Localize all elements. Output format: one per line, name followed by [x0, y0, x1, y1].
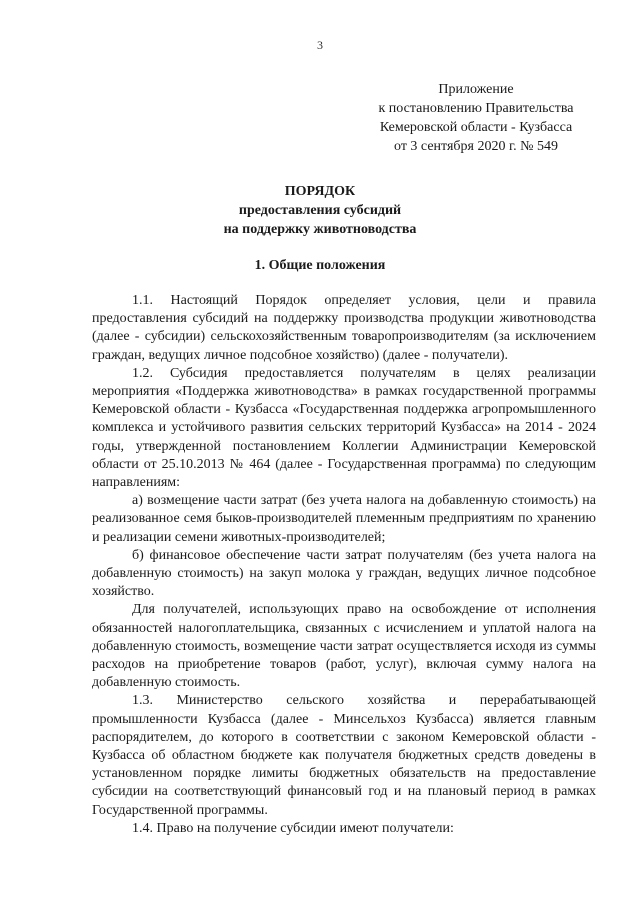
paragraph-1-2: 1.2. Субсидия предоставляется получателям в целях реализации мероприятия «Поддержка животноводства» в рамках государственной программы Кемеровской области - Кузбасса «Государственная поддержка агропромышленного комплекса и устойчивого развития сельских территорий Кузбасса» на 2014 - 2024 годы, утвержденной постановлением Коллегии Администрации Кемеровской области от 25.10.2013 № 464 (далее - Государственная программа) по следующим направлениям:	[92, 365, 596, 491]
paragraph-item-b: б) финансовое обеспечение части затрат получателям (без учета налога на добавленную стоимость) на закуп молока у граждан, ведущих личное подсобное хозяйство.	[92, 547, 596, 600]
paragraph-1-3: 1.3. Министерство сельского хозяйства и перерабатывающей промышленности Кузбасса (далее - Минсельхоз Кузбасса) является главным распорядителем, до которого в соответствии с законом Кемеровской области - Кузбасса об областном бюджете как получателя бюджетных средств доведены в установленном порядке лимиты бюджетных обязательств на предоставление субсидии на соответствующий финансовый год и на плановый период в рамках Государственной программы.	[92, 693, 596, 818]
title-line-2: предоставления субсидий	[238, 203, 402, 218]
section-heading: 1. Общие положения	[254, 258, 386, 273]
document-body	[92, 292, 596, 838]
appendix-block	[336, 80, 616, 156]
page-number: 3	[317, 38, 323, 52]
appendix-line-1: Приложение	[438, 82, 514, 97]
paragraph-item-a: а) возмещение части затрат (без учета налога на добавленную стоимость) на реализованное семя быков-производителей племенным предприятиям по хранению и реализации семени животных-производителей;	[92, 493, 596, 545]
appendix-line-3: Кемеровской области - Кузбасса	[379, 120, 573, 135]
document-title	[0, 182, 640, 239]
paragraph-vat-note: Для получателей, использующих право на освобождение от исполнения обязанностей налогоплательщика, связанных с исчислением и уплатой налога на добавленную стоимость, возмещение части затрат осуществляется исходя из суммы расходов на приобретение товаров (работ, услуг), включая сумму налога на добавленную стоимость.	[92, 602, 596, 691]
title-line-1: ПОРЯДОК	[284, 184, 356, 199]
appendix-line-2: к постановлению Правительства	[378, 101, 574, 116]
paragraph-1-4: 1.4. Право на получение субсидии имеют получатели:	[132, 820, 454, 836]
title-line-3: на поддержку животноводства	[223, 222, 417, 237]
appendix-line-4: от 3 сентября 2020 г. № 549	[394, 139, 558, 154]
paragraph-1-1: 1.1. Настоящий Порядок определяет условия, цели и правила предоставления субсидий на поддержку производства продукции животноводства (далее - субсидии) сельскохозяйственным товаропроизводителям (за исключением граждан, ведущих личное подсобное хозяйство) (далее - получатели).	[92, 293, 596, 363]
